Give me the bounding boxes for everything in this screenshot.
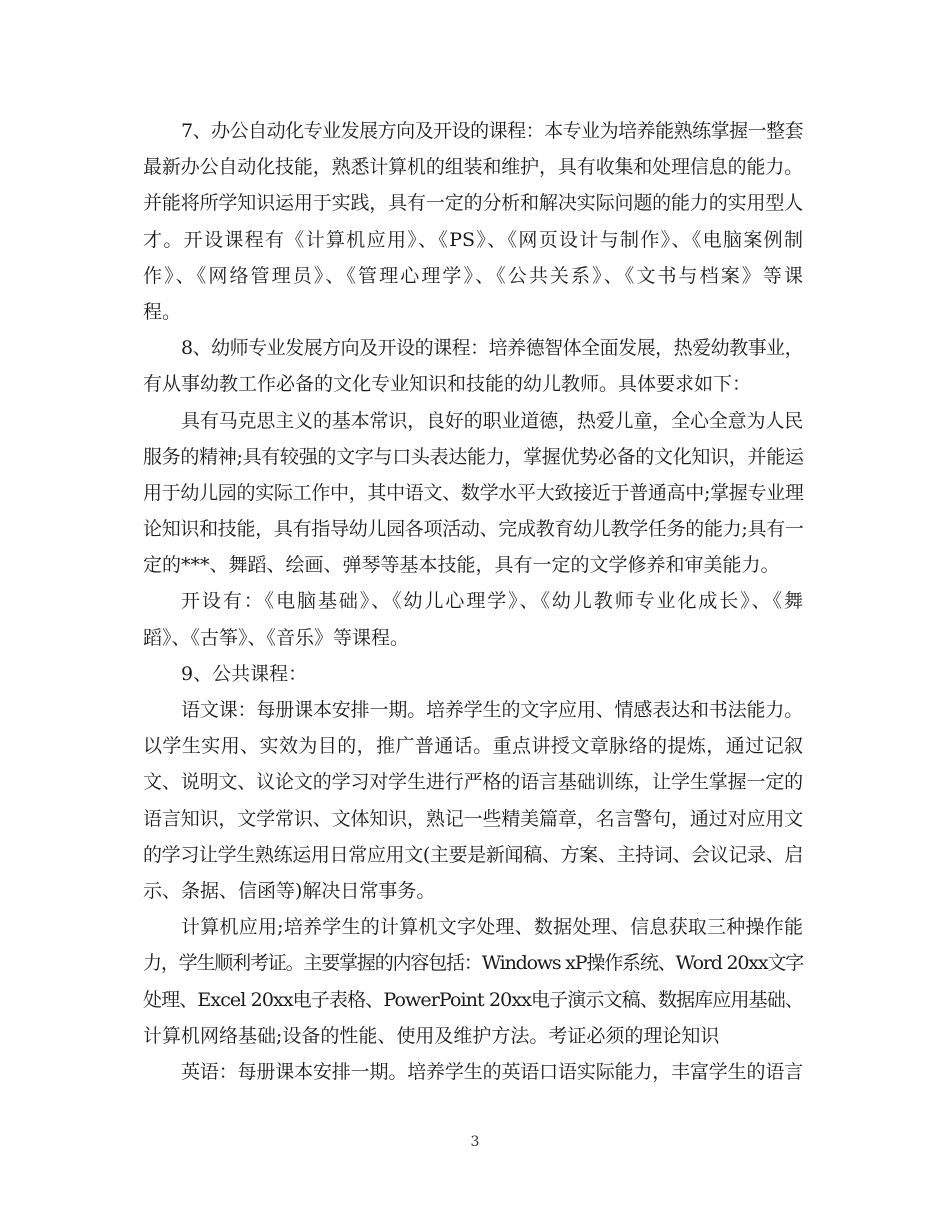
paragraph-chinese-course: [143, 692, 803, 909]
text-line: 的学习让学生熟练运用日常应用文(主要是新闻稿、方案、主持词、会议记录、启: [143, 843, 803, 866]
text-line: 7、办公自动化专业发展方向及开设的课程：本专业为培养能熟练掌握一整套: [181, 120, 804, 142]
text-line: 语言知识，文学常识、文体知识，熟记一些精美篇章，名言警句，通过对应用文: [143, 807, 803, 830]
text-line: 论知识和技能，具有指导幼儿园各项活动、完成教育幼儿教学任务的能力;具有一: [143, 518, 804, 541]
paragraph-requirements: [143, 403, 803, 584]
text-line: 英语：每册课本安排一期。培养学生的英语口语实际能力，丰富学生的语言: [181, 1060, 803, 1083]
text-line: 语文课：每册课本安排一期。培养学生的文字应用、情感表达和书法能力。: [181, 699, 803, 721]
text-line: 才。开设课程有《计算机应用》、《PS》、《网页设计与制作》、《电脑案例制: [143, 228, 803, 251]
text-line: 具有马克思主义的基本常识，良好的职业道德，热爱儿童，全心全意为人民: [181, 409, 803, 432]
text-line: 服务的精神;具有较强的文字与口头表达能力，掌握优势必备的文化知识，并能运: [143, 445, 804, 468]
text-line: 力，学生顺利考证。主要掌握的内容包括：Windows xP操作系统、Word 20xx文字: [143, 952, 803, 975]
text-line: 蹈》、《古筝》、《音乐》等课程。: [143, 626, 410, 649]
paragraph-courses-offered: [143, 583, 803, 655]
text-line: 处理、Excel 20xx电子表格、PowerPoint 20xx电子演示文稿、数据库应用基础、: [143, 988, 803, 1011]
paragraph-computer-application: [143, 909, 803, 1054]
text-line: 以学生实用、实效为目的，推广普通话。重点讲授文章脉络的提炼，通过记叙: [143, 735, 803, 758]
text-line: 用于幼儿园的实际工作中，其中语文、数学水平大致接近于普通高中;掌握专业理: [143, 481, 804, 504]
text-line: 计算机应用;培养学生的计算机文字处理、数据处理、信息获取三种操作能: [181, 916, 803, 939]
paragraph-preschool-teacher: [143, 330, 803, 402]
page-number: 3: [470, 1134, 480, 1150]
text-line: 并能将所学知识运用于实践，具有一定的分析和解决实际问题的能力的实用型人: [143, 192, 803, 215]
paragraph-english-course: [143, 1054, 803, 1090]
text-line: 9、公共课程：: [181, 662, 308, 685]
text-line: 8、幼师专业发展方向及开设的课程：培养德智体全面发展，热爱幼教事业，: [181, 337, 804, 360]
paragraph-office-automation: [143, 113, 803, 330]
text-line: 文、说明文、议论文的学习对学生进行严格的语言基础训练，让学生掌握一定的: [143, 771, 803, 794]
text-line: 最新办公自动化技能，熟悉计算机的组装和维护，具有收集和处理信息的能力。: [143, 156, 803, 179]
text-line: 示、条据、信函等)解决日常事务。: [143, 879, 436, 902]
text-line: 计算机网络基础;设备的性能、使用及维护方法。考证必须的理论知识: [143, 1024, 720, 1047]
text-line: 作》、《网络管理员》、《管理心理学》、《公共关系》、《文书与档案》等课: [143, 264, 803, 287]
text-line: 定的***、舞蹈、绘画、弹琴等基本技能，具有一定的文学修养和审美能力。: [143, 554, 780, 577]
text-line: 开设有：《电脑基础》、《幼儿心理学》、《幼儿教师专业化成长》、《舞: [181, 590, 803, 613]
text-line: 有从事幼教工作必备的文化专业知识和技能的幼儿教师。具体要求如下：: [143, 373, 752, 396]
text-line: 程。: [143, 300, 182, 323]
document-body: [143, 113, 803, 1090]
paragraph-public-courses-heading: [143, 656, 803, 692]
